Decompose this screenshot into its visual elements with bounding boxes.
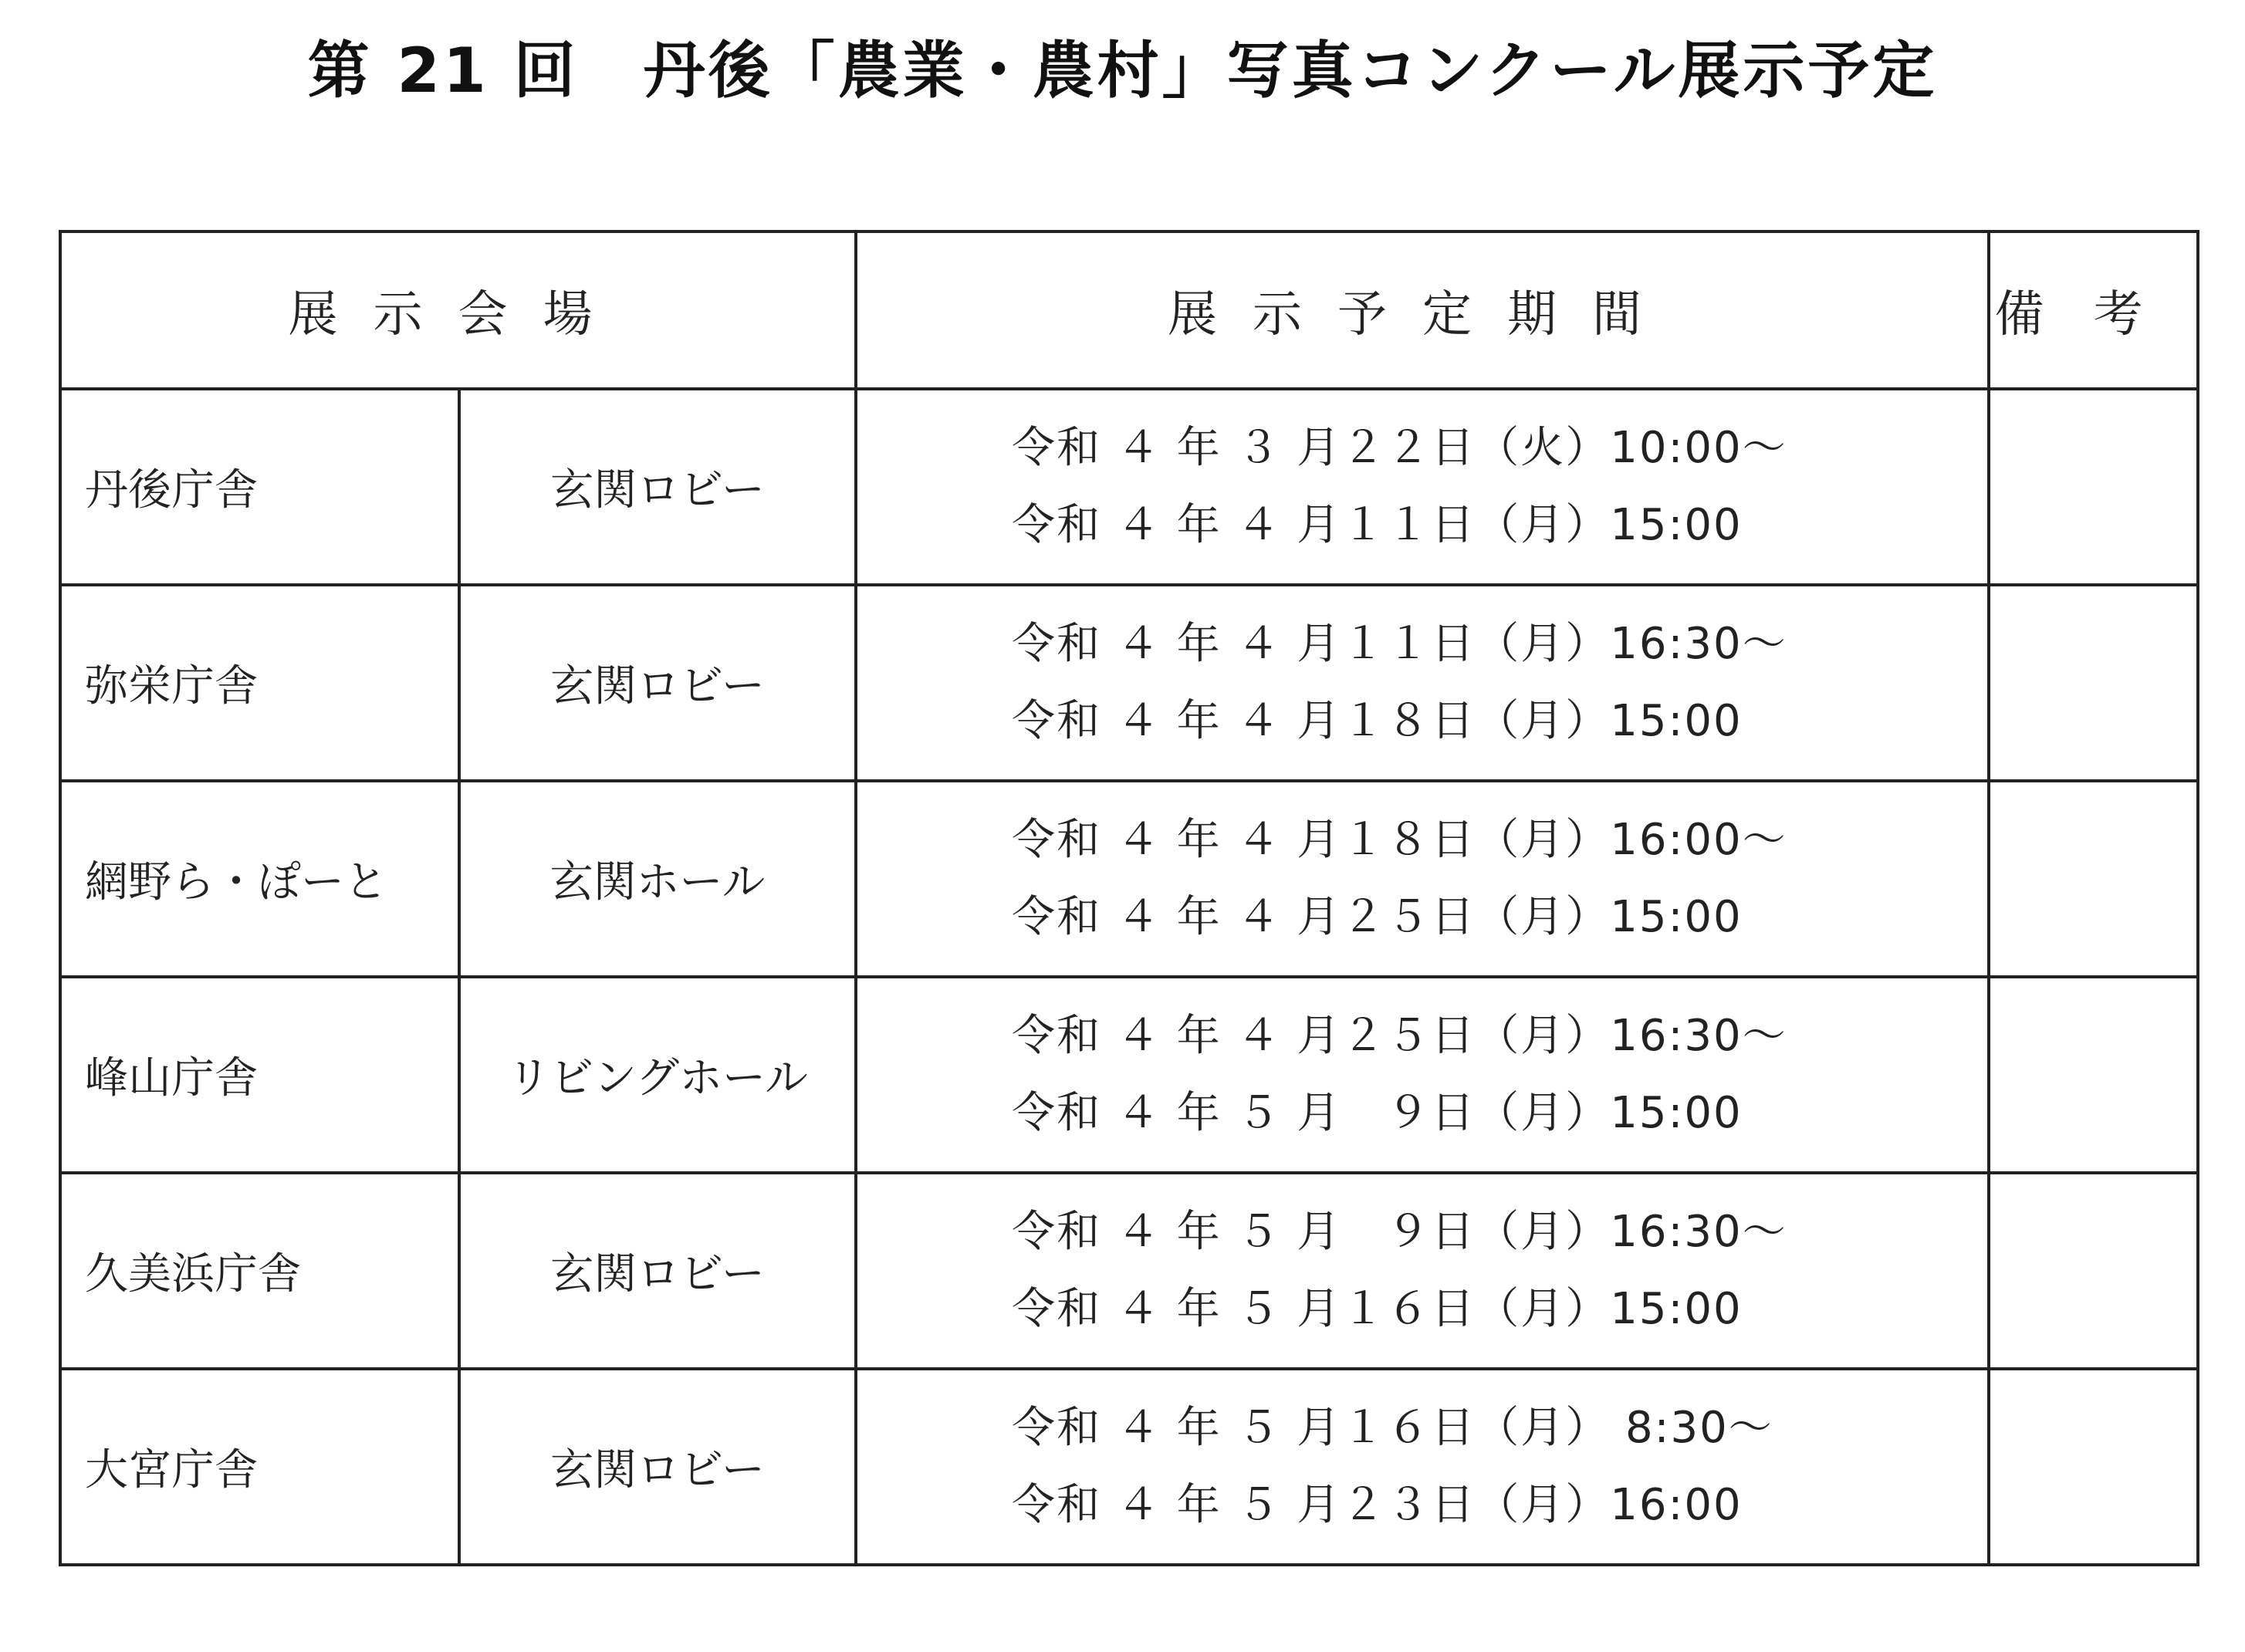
remarks-cell (1989, 389, 2198, 585)
table-row (60, 1173, 2198, 1369)
venue-building: 丹後庁舎 (60, 389, 459, 585)
remarks-cell (1989, 1369, 2198, 1565)
remarks-cell (1989, 977, 2198, 1173)
period-start: 令和 ４ 年 ５ 月１６日（月） 8:30～ (1012, 1403, 1773, 1453)
venue-building: 峰山庁舎 (60, 977, 459, 1173)
venue-place: リビングホール (459, 977, 856, 1173)
period-start: 令和 ４ 年 ４ 月２５日（月）16:30～ (1012, 1011, 1787, 1061)
venue-place: 玄関ロビー (459, 585, 856, 781)
header-row (60, 231, 2198, 389)
period-start: 令和 ４ 年 ３ 月２２日（火）10:00～ (1012, 423, 1787, 473)
table-row (60, 977, 2198, 1173)
period-start: 令和 ４ 年 ４ 月１８日（月）16:00～ (1012, 815, 1787, 865)
table-row (60, 781, 2198, 977)
period-end: 令和 ４ 年 ５ 月 ９日（月）15:00 (1012, 1088, 1743, 1138)
venue-building: 久美浜庁舎 (60, 1173, 459, 1369)
remarks-cell (1989, 781, 2198, 977)
period-end: 令和 ４ 年 ５ 月２３日（月）16:00 (1012, 1480, 1743, 1530)
exhibition-schedule-table (59, 230, 2199, 1566)
table-row (60, 1369, 2198, 1565)
page-title: 第 21 回 丹後「農業・農村」写真コンクール展示予定 (307, 35, 1938, 106)
exhibition-period (856, 389, 1989, 585)
period-end: 令和 ４ 年 ４ 月１１日（月）15:00 (1012, 500, 1743, 550)
venue-place: 玄関ロビー (459, 1369, 856, 1565)
header-remarks: 備考 (1989, 231, 2198, 389)
venue-place: 玄関ロビー (459, 1173, 856, 1369)
exhibition-period (856, 781, 1989, 977)
venue-building: 弥栄庁舎 (60, 585, 459, 781)
header-venue: 展示会場 (60, 231, 856, 389)
table-row (60, 389, 2198, 585)
venue-building: 網野ら・ぽーと (60, 781, 459, 977)
exhibition-period (856, 585, 1989, 781)
period-start: 令和 ４ 年 ５ 月 ９日（月）16:30～ (1012, 1207, 1787, 1257)
exhibition-period (856, 1369, 1989, 1565)
exhibition-period (856, 1173, 1989, 1369)
exhibition-period (856, 977, 1989, 1173)
period-end: 令和 ４ 年 ４ 月１８日（月）15:00 (1012, 696, 1743, 746)
venue-building: 大宮庁舎 (60, 1369, 459, 1565)
table-row (60, 585, 2198, 781)
venue-place: 玄関ロビー (459, 389, 856, 585)
remarks-cell (1989, 585, 2198, 781)
period-end: 令和 ４ 年 ５ 月１６日（月）15:00 (1012, 1284, 1743, 1334)
venue-place: 玄関ホール (459, 781, 856, 977)
remarks-cell (1989, 1173, 2198, 1369)
header-period: 展示予定期間 (856, 231, 1989, 389)
period-start: 令和 ４ 年 ４ 月１１日（月）16:30～ (1012, 619, 1787, 669)
period-end: 令和 ４ 年 ４ 月２５日（月）15:00 (1012, 892, 1743, 942)
